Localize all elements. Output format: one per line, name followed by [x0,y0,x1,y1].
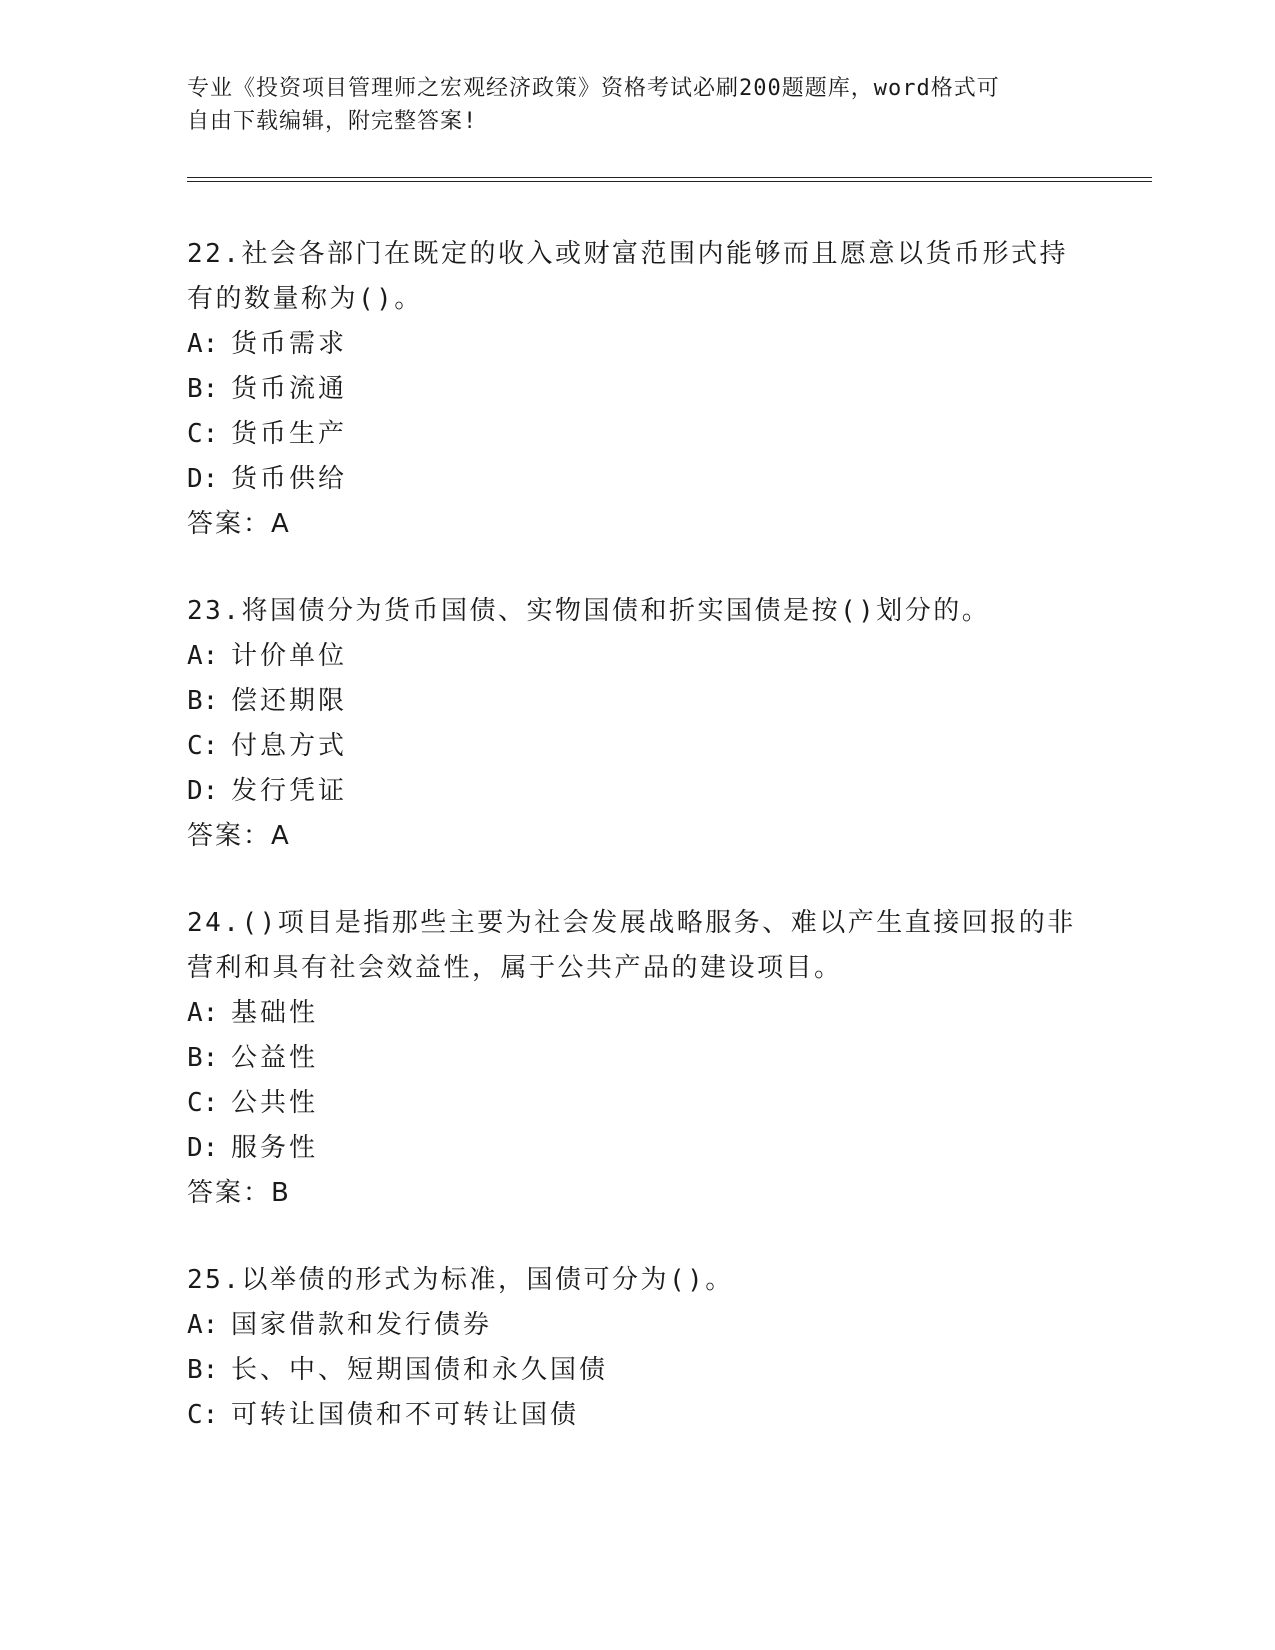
option-c [187,1393,1087,1438]
option-letter: A: [187,329,219,359]
option-text: 偿还期限 [231,686,348,716]
option-text: 长、中、短期国债和永久国债 [231,1355,609,1385]
option-letter: D: [187,1133,219,1163]
option-letter: C: [187,1088,219,1118]
header-line-1: 专业《投资项目管理师之宏观经济政策》资格考试必刷200题题库，word格式可 [187,76,1000,101]
option-letter: A: [187,998,219,1028]
answer-line: 答案：A [187,509,291,539]
option-text: 货币流通 [231,374,348,404]
question-22 [187,232,1087,547]
option-d [187,769,1087,814]
question-25 [187,1258,1087,1438]
answer-line: 答案：A [187,821,291,851]
option-text: 货币生产 [231,419,348,449]
document-header [187,72,1067,138]
option-text: 付息方式 [231,731,348,761]
option-letter: C: [187,1400,219,1430]
header-line-2: 自由下载编辑，附完整答案! [187,109,478,134]
option-letter: C: [187,731,219,761]
option-text: 货币需求 [231,329,348,359]
question-stem [187,1258,1087,1303]
option-letter: B: [187,1043,219,1073]
question-stem [187,901,1087,991]
option-letter: D: [187,776,219,806]
question-list [187,232,1087,1480]
option-letter: A: [187,641,219,671]
option-letter: C: [187,419,219,449]
option-b [187,1348,1087,1393]
option-b [187,1036,1087,1081]
option-d [187,457,1087,502]
option-text: 公益性 [231,1043,319,1073]
option-text: 可转让国债和不可转让国债 [231,1400,580,1430]
question-24 [187,901,1087,1216]
option-c [187,724,1087,769]
question-stem-line: 23.将国债分为货币国债、实物国债和折实国债是按()划分的。 [187,596,991,626]
question-stem-line: 营利和具有社会效益性，属于公共产品的建设项目。 [187,953,843,983]
header-divider [187,177,1152,182]
option-letter: B: [187,686,219,716]
option-text: 国家借款和发行债券 [231,1310,493,1340]
option-c [187,1081,1087,1126]
option-a [187,991,1087,1036]
question-stem-line: 25.以举债的形式为标准，国债可分为()。 [187,1265,734,1295]
option-text: 计价单位 [231,641,348,671]
option-a [187,322,1087,367]
option-b [187,679,1087,724]
option-letter: B: [187,1355,219,1385]
option-b [187,367,1087,412]
option-letter: B: [187,374,219,404]
question-23 [187,589,1087,859]
question-stem-line: 有的数量称为()。 [187,284,423,314]
option-d [187,1126,1087,1171]
option-c [187,412,1087,457]
option-a [187,634,1087,679]
option-text: 货币供给 [231,464,348,494]
option-text: 服务性 [231,1133,319,1163]
option-a [187,1303,1087,1348]
option-text: 基础性 [231,998,319,1028]
question-stem [187,589,1087,634]
question-stem [187,232,1087,322]
answer-line: 答案：B [187,1178,291,1208]
question-stem-line: 22.社会各部门在既定的收入或财富范围内能够而且愿意以货币形式持 [187,239,1068,269]
option-letter: D: [187,464,219,494]
option-letter: A: [187,1310,219,1340]
option-text: 发行凭证 [231,776,348,806]
question-stem-line: 24.()项目是指那些主要为社会发展战略服务、难以产生直接回报的非 [187,908,1076,938]
option-text: 公共性 [231,1088,319,1118]
